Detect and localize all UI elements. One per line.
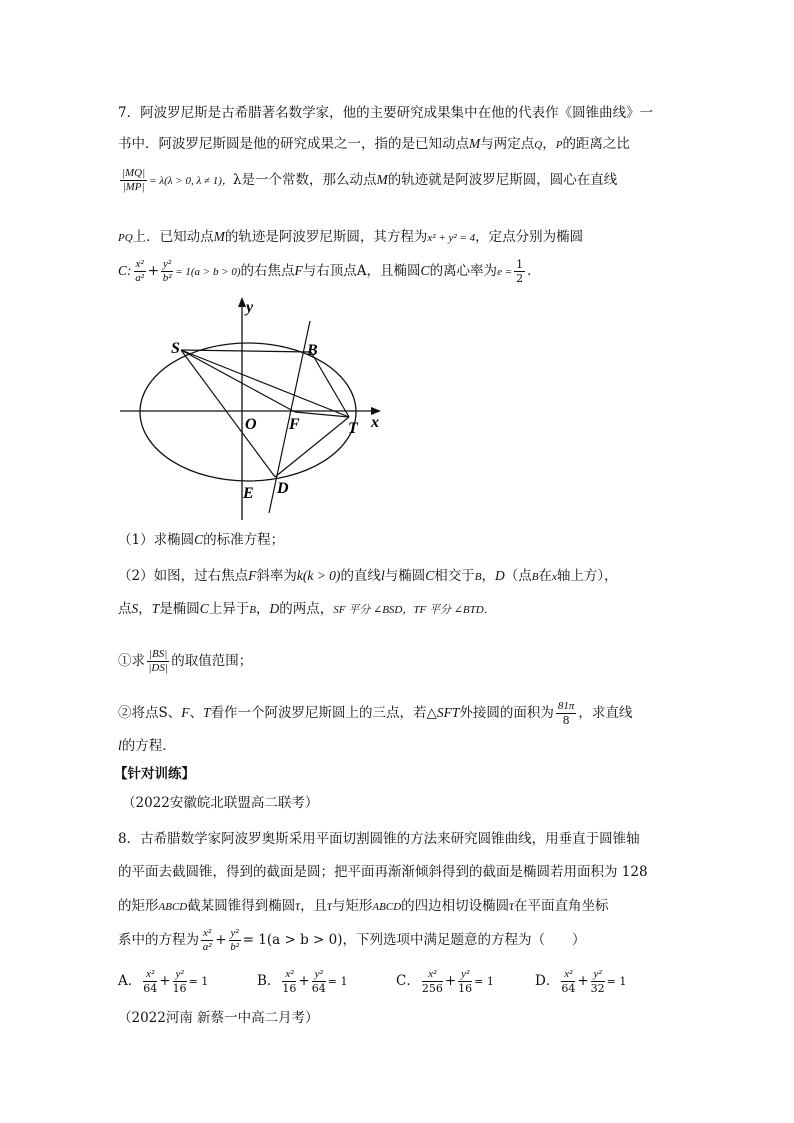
q7-line-1: 7．阿波罗尼斯是古希腊著名数学家，他的主要研究成果集中在他的代表作《圆锥曲线》一 (118, 105, 654, 121)
q7-part-2-line-2: 点S，T是椭圆C上异于B，D的两点，SF 平分 ∠BSD，TF 平分 ∠BTD． (118, 601, 495, 617)
label-D: D (277, 480, 289, 497)
option-d[interactable]: D． $\frac{\text{x²}}{64}$ + $\frac{\text{y²}}{32}$ = 1 (535, 968, 627, 995)
q7-line-2: 书中．阿波罗尼斯圆是他的研究成果之一，指的是已知动点M与两定点Q，P的距离之比 (118, 136, 630, 152)
label-y: y (246, 299, 254, 316)
option-c[interactable]: C． $\frac{\text{x²}}{256}$ + $\frac{\text{y²}}{16}$ = 1 (396, 968, 494, 995)
option-a[interactable]: A． $\frac{\text{x²}}{64}$ + $\frac{\text{y²}}{16}$ = 1 (118, 968, 209, 995)
label-S: S (171, 340, 180, 357)
segment-FT (295, 412, 349, 417)
label-B: B (307, 342, 318, 359)
ratio-fraction: $\frac{|MQ|}{|MP|}$ (122, 167, 146, 193)
training-source-2: （2022河南 新蔡一中高二月考） (118, 1010, 319, 1026)
segment-SF (181, 350, 295, 412)
training-header: 【针对训练】 (114, 766, 195, 782)
q7-line-5: C: $\frac{\text{x²}}{\text{a²}}$ + $\frac{\text{y²}}{\text{b²}}$ = 1(a > b > 0)的右焦点F与右顶点A，且椭圆C的离心率为e = $\frac{1}{2}$ ． (118, 258, 541, 285)
q7-sub-2-line-2: l的方程． (118, 738, 176, 754)
q8-line-4: 系中的方程为 $\frac{\text{x²}}{\text{a²}}$ + $\frac{\text{y²}}{\text{b²}}$ = 1(a > b > 0)，下列选项中满足题意的方程为（ ） (118, 927, 586, 953)
q7-line-4: PQ上．已知动点M的轨迹是阿波罗尼斯圆，其方程为x² + y² = 4，定点分别为椭圆 (118, 229, 584, 245)
y-axis-arrow (238, 297, 246, 307)
q7-sub-1: ①求 $\frac{|BS|}{|DS|}$ 的取值范围； (118, 648, 253, 674)
q7-part-1: （1）求椭圆C的标准方程； (118, 532, 285, 548)
label-T: T (348, 420, 358, 437)
ellipse-figure (115, 295, 390, 525)
ellipse-curve (140, 343, 356, 481)
q8-line-2: 的平面去截圆锥，得到的截面是圆；把平面再渐渐倾斜得到的截面是椭圆若用面积为 128 (118, 864, 648, 880)
option-b[interactable]: B． $\frac{\text{x²}}{16}$ + $\frac{\text{y²}}{64}$ = 1 (257, 968, 348, 995)
q8-line-3: 的矩形ABCD截某圆锥得到椭圆τ，且τ与矩形ABCD的四边相切设椭圆τ在平面直角坐标 (118, 898, 609, 914)
segment-BT (311, 352, 349, 417)
q7-sub-2-line-1: ②将点S、F、T看作一个阿波罗尼斯圆上的三点，若△SFT外接圆的面积为 $\frac{81\pi}{8}$ ，求直线 (118, 700, 633, 727)
label-F: F (289, 416, 300, 433)
label-x: x (371, 414, 379, 431)
training-source-1: （2022安徽皖北联盟高二联考） (122, 795, 319, 811)
q7-line-3: $\frac{|MQ|}{|MP|}$ = λ(λ > 0, λ ≠ 1)，λ是一个常数，那么动点M的轨迹就是阿波罗尼斯圆，圆心在直线 (122, 167, 618, 193)
segment-SB (181, 350, 311, 352)
q8-line-1: 8．古希腊数学家阿波罗奥斯采用平面切割圆锥的方法来研究圆锥曲线，用垂直于圆锥轴 (118, 831, 640, 847)
label-O: O (245, 416, 257, 433)
label-E: E (243, 485, 254, 502)
q7-part-2-line-1: （2）如图，过右焦点F斜率为k(k > 0)的直线l与椭圆C相交于B，D（点B在x轴上方）， (118, 568, 618, 584)
